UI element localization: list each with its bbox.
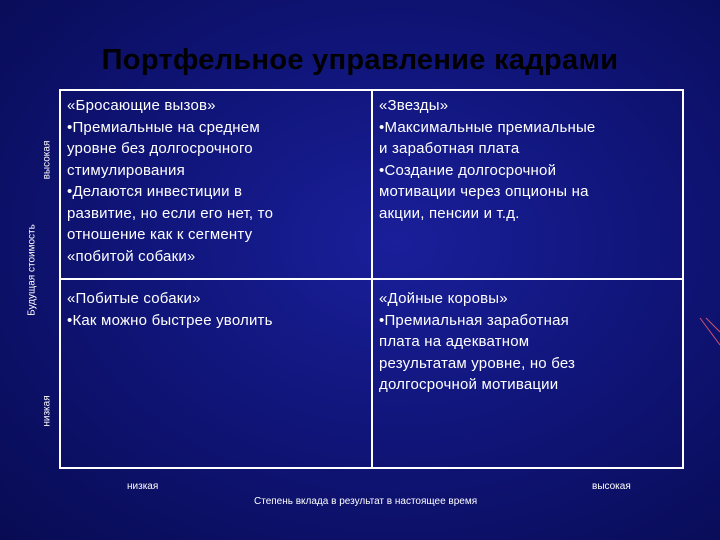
x-axis-low-label: низкая	[127, 481, 159, 492]
quadrant-line: •Премиальная заработная	[379, 311, 569, 329]
quadrant-line: уровне без долгосрочного	[67, 140, 253, 157]
horizontal-divider	[61, 278, 682, 280]
quadrant-line: результатам уровне, но без	[379, 354, 576, 372]
quadrant-text	[67, 117, 362, 268]
y-axis-label: Будущая стоимость	[26, 224, 38, 316]
quadrant-line: •Делаются инвестиции в	[67, 183, 243, 200]
x-axis-high-label: высокая	[592, 481, 631, 492]
quadrant-stars	[379, 95, 679, 224]
portfolio-matrix	[59, 89, 684, 469]
quadrant-dogs	[67, 288, 362, 331]
quadrant-title: «Звезды»	[379, 97, 449, 114]
quadrant-line: •Максимальные премиальные	[379, 118, 596, 136]
quadrant-text	[379, 117, 679, 225]
quadrant-title: «Дойные коровы»	[379, 290, 508, 307]
quadrant-line: развитие, но если его нет, то	[67, 204, 274, 222]
y-axis-low-label: низкая	[41, 395, 53, 427]
quadrant-text	[379, 310, 679, 396]
quadrant-line: стимулирования	[67, 161, 185, 179]
quadrant-line: мотивации через опционы на	[379, 183, 589, 200]
y-axis-high-label: высокая	[41, 140, 53, 180]
quadrant-challengers	[67, 95, 362, 267]
quadrant-line: отношение как к сегменту	[67, 226, 253, 243]
x-axis-label: Степень вклада в результат в настоящее время	[254, 496, 478, 507]
quadrant-title: «Бросающие вызов»	[67, 97, 216, 114]
quadrant-line: •Премиальные на среднем	[67, 118, 260, 136]
page-title: Портфельное управление кадрами	[101, 44, 619, 76]
quadrant-title: «Побитые собаки»	[67, 290, 201, 307]
quadrant-line: акции, пенсии и т.д.	[379, 204, 520, 222]
quadrant-line: •Создание долгосрочной	[379, 161, 557, 179]
quadrant-line: плата на адекватном	[379, 333, 530, 350]
quadrant-line: долгосрочной мотивации	[379, 376, 559, 393]
quadrant-line: •Как можно быстрее уволить	[67, 311, 273, 329]
quadrant-line: «побитой собаки»	[67, 247, 196, 265]
quadrant-cash-cows	[379, 288, 679, 396]
quadrant-text	[67, 310, 362, 332]
quadrant-line: и заработная плата	[379, 140, 520, 157]
